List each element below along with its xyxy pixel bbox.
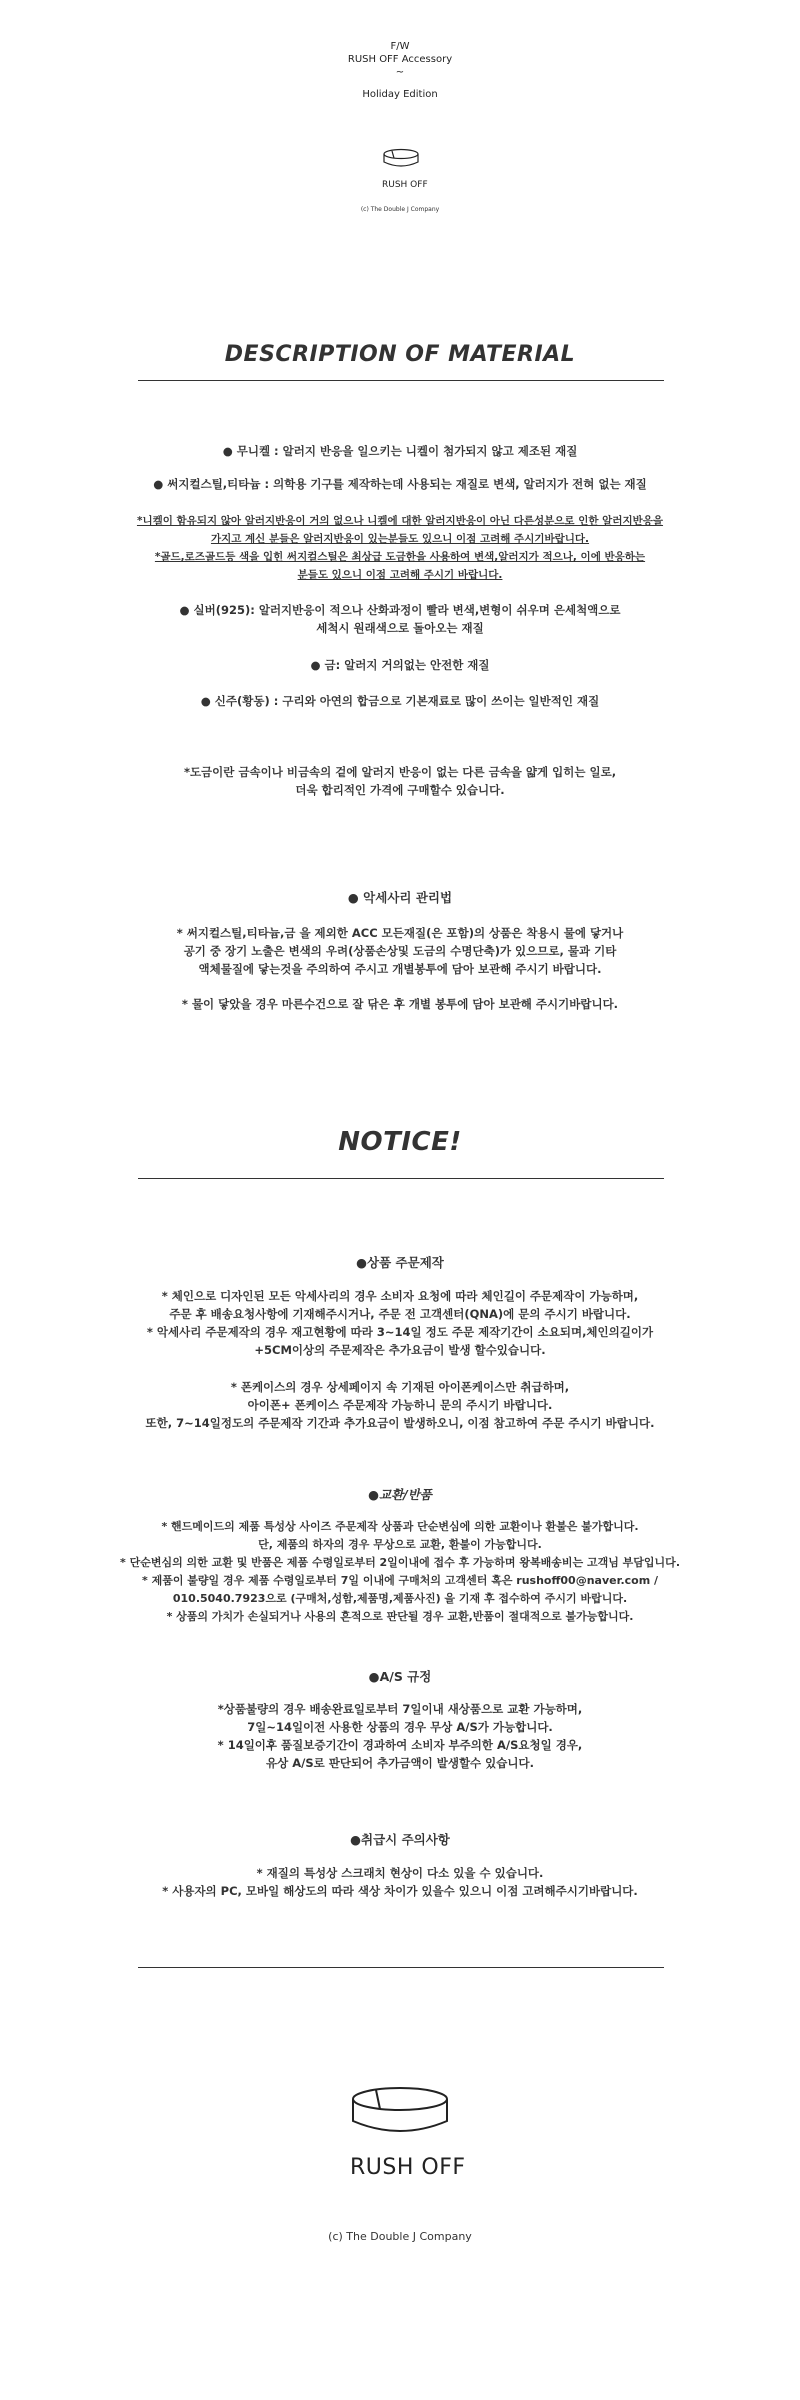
material-surgical-steel: ● 써지컬스틸,티타늄 : 의학용 기구를 제작하는데 사용되는 재질로 변색, 알러지가 전혀 없는 재질 [153, 477, 647, 491]
logo-text-large: RUSH OFF [350, 2155, 466, 2180]
care-water-note: * 물이 닿았을 경우 마른수건으로 잘 닦은 후 개별 봉투에 담아 보관해 주시기바랍니다. [181, 997, 619, 1011]
exchange-lines [0, 1518, 800, 1626]
phonecase-line: 또한, 7~14일정도의 주문제작 기간과 추가요금이 발생하오니, 이점 참고하여 주문 주시기 바랍니다. [145, 1416, 655, 1430]
care-line: 액체물질에 닿는것을 주의하여 주시고 개별봉투에 담아 보관해 주시기 바랍니다. [198, 962, 602, 976]
season-label: F/W [390, 41, 410, 52]
caution-lines [0, 1864, 800, 1900]
material-brass: ● 신주(황동) : 구리와 아연의 합금으로 기본재료로 많이 쓰이는 일반적인 재질 [200, 694, 600, 708]
order-line: * 체인으로 디자인된 모든 악세사리의 경우 소비자 요청에 따라 체인길이 주문제작이 가능하며, [161, 1289, 639, 1303]
exchange-heading-text: 교환/반품 [379, 1487, 432, 1502]
exchange-heading [0, 1485, 800, 1503]
plating-note [0, 763, 800, 799]
exchange-line: * 핸드메이드의 제품 특성상 사이즈 주문제작 상품과 단순변심에 의한 교환이나 환불은 불가합니다. [161, 1520, 639, 1533]
order-line: * 악세사리 주문제작의 경우 재고현황에 따라 3~14일 정도 주문 제작기간이 소요되며,체인의길이가 [146, 1325, 654, 1339]
tilde-line: ~ [395, 67, 405, 78]
divider-notice [138, 1178, 664, 1179]
exchange-line: * 단순변심의 의한 교환 및 반품은 제품 수령일로부터 2일이내에 접수 후 가능하며 왕복배송비는 고객님 부담입니다. [120, 1556, 680, 1569]
footer-copyright: (c) The Double J Company [328, 2230, 472, 2243]
as-line: 7일~14일이전 사용한 상품의 경우 무상 A/S가 가능합니다. [247, 1720, 553, 1734]
phonecase-lines [0, 1378, 800, 1432]
material-nickel-free: ● 무니켈 : 알러지 반응을 일으키는 니켈이 첨가되지 않고 제조된 재질 [222, 444, 578, 458]
brand-logo-large [350, 2085, 466, 2180]
bracelet-logo-icon [350, 2085, 450, 2147]
note-line: *골드,로즈골드등 색을 입힌 써지컬스틸은 최상급 도금한을 사용하여 변색,알러지가 적으나, 이에 반응하는 [154, 551, 646, 563]
order-line: 주문 후 배송요청사항에 기재해주시거나, 주문 전 고객센터(QNA)에 문의 주시기 바랍니다. [169, 1307, 631, 1321]
exchange-bullet: ● [368, 1487, 380, 1502]
as-line: 유상 A/S로 판단되어 추가금액이 발생할수 있습니다. [266, 1756, 534, 1770]
order-line: +5CM이상의 주문제작은 추가요금이 발생 할수있습니다. [254, 1343, 546, 1357]
caution-heading: ●취급시 주의사항 [350, 1832, 450, 1847]
silver-line: 세척시 원래색으로 돌아오는 재질 [316, 621, 484, 635]
material-silver [0, 601, 800, 637]
order-heading: ●상품 주문제작 [356, 1255, 444, 1270]
silver-line: ● 실버(925): 알러지반응이 적으나 산화과정이 빨라 변색,변형이 쉬우며 은세척액으로 [179, 603, 621, 617]
phonecase-line: * 폰케이스의 경우 상세페이지 속 기재된 아이폰케이스만 취급하며, [230, 1380, 570, 1394]
bracelet-logo-icon [382, 148, 420, 184]
care-instructions [0, 924, 800, 978]
logo-text-small: RUSH OFF [382, 180, 428, 190]
brand-logo-small [382, 148, 428, 190]
order-lines [0, 1287, 800, 1359]
as-line: * 14일이후 품질보증기간이 경과하여 소비자 부주의한 A/S요청일 경우, [217, 1738, 583, 1752]
care-line: * 써지컬스틸,티타늄,금 을 제외한 ACC 모든재질(은 포함)의 상품은 착용시 물에 닿거나 [176, 926, 624, 940]
as-line: *상품불량의 경우 배송완료일로부터 7일이내 새상품으로 교환 가능하며, [217, 1702, 583, 1716]
as-heading: ●A/S 규정 [368, 1669, 432, 1684]
notice-title: NOTICE! [338, 1127, 462, 1157]
caution-line: * 재질의 특성상 스크래치 현상이 다소 있을 수 있습니다. [256, 1866, 544, 1880]
note-line: 분들도 있으니 이점 고려해 주시기 바랍니다. [297, 569, 503, 581]
description-title: DESCRIPTION OF MATERIAL [224, 342, 576, 367]
edition-header [0, 40, 800, 101]
header-copyright: (c) The Double J Company [360, 206, 440, 213]
nickel-notes [0, 512, 800, 584]
phonecase-line: 아이폰+ 폰케이스 주문제작 가능하니 문의 주시기 바랍니다. [247, 1398, 553, 1412]
note-line: 가지고 계신 분들은 알러지반응이 있는분들도 있으니 이점 고려해 주시기바랍니다. [210, 533, 590, 545]
material-gold: ● 금: 알러지 거의없는 안전한 재질 [310, 658, 490, 672]
brand-line: RUSH OFF Accessory [347, 54, 453, 65]
exchange-line: * 상품의 가치가 손실되거나 사용의 흔적으로 판단될 경우 교환,반품이 절대적으로 불가능합니다. [166, 1610, 634, 1623]
as-lines [0, 1700, 800, 1772]
exchange-line: * 제품이 불량일 경우 제품 수령일로부터 7일 이내에 구매처의 고객센터 혹은 rushoff00@naver.com / [141, 1574, 659, 1587]
plating-line: *도금이란 금속이나 비금속의 겉에 알러지 반응이 없는 다른 금속을 얇게 입히는 일로, [183, 765, 617, 779]
caution-line: * 사용자의 PC, 모바일 해상도의 따라 색상 차이가 있을수 있으니 이점 고려해주시기바랍니다. [162, 1884, 638, 1898]
exchange-line: 단, 제품의 하자의 경우 무상으로 교환, 환불이 가능합니다. [258, 1538, 542, 1551]
care-line: 공기 중 장기 노출은 변색의 우려(상품손상및 도금의 수명단축)가 있으므로, 물과 기타 [183, 944, 617, 958]
divider-top [138, 380, 664, 381]
exchange-line: 010.5040.7923으로 (구매처,성함,제품명,제품사진) 을 기재 후 접수하여 주시기 바랍니다. [172, 1592, 628, 1605]
edition-label: Holiday Edition [362, 89, 438, 100]
plating-line: 더욱 합리적인 가격에 구매할수 있습니다. [295, 783, 505, 797]
note-line: *니켈이 함유되지 않아 알러지반응이 거의 없으나 니켈에 대한 알러지반응이 아닌 다른성분으로 인한 알러지반응을 [136, 515, 664, 527]
divider-bottom [138, 1967, 664, 1968]
care-heading: ● 악세사리 관리법 [347, 890, 453, 905]
